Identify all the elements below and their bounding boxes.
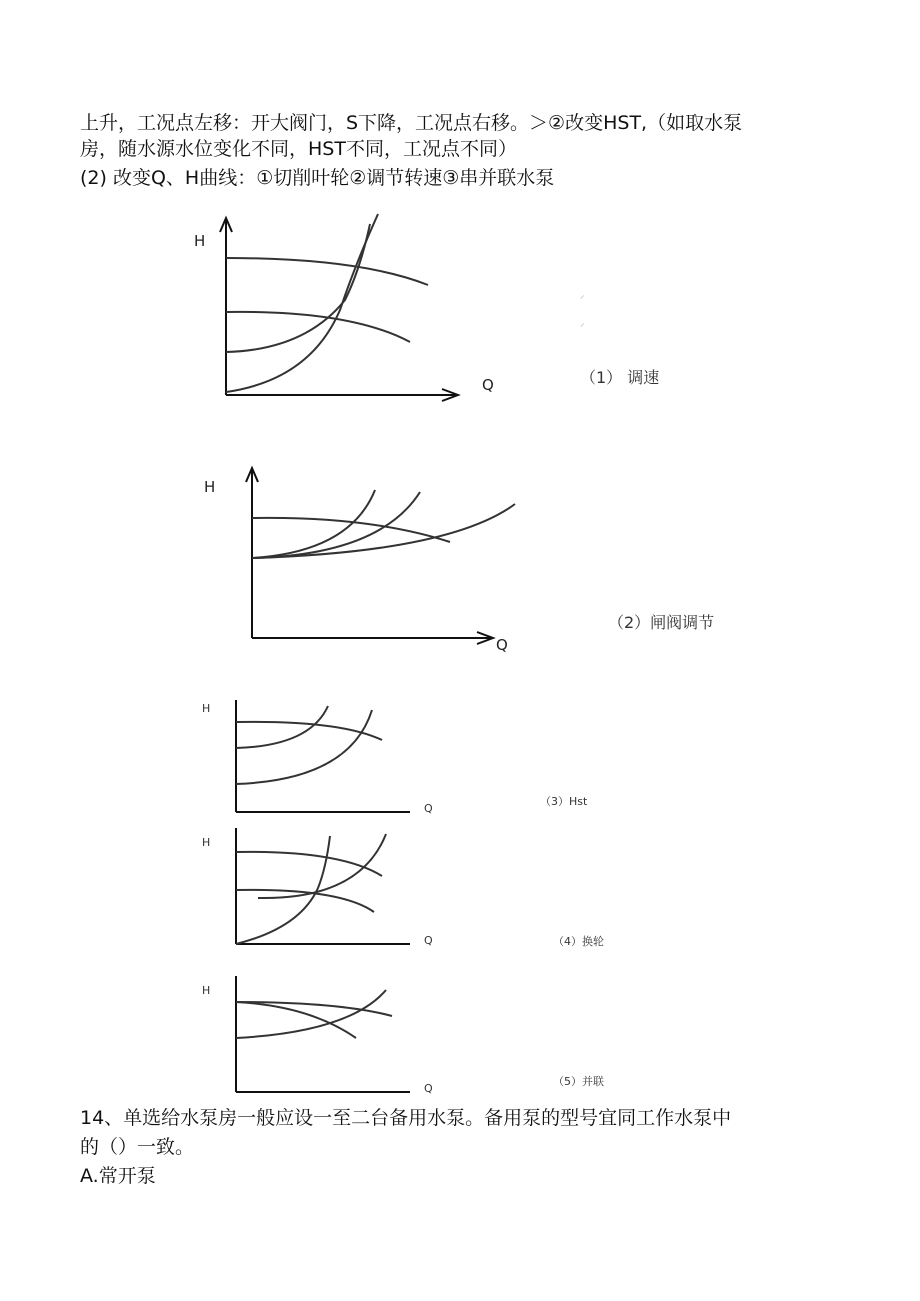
paragraph-line-1: 上升，工况点左移：开大阀门，S下降，工况点右移。＞②改变HST,（如取水泵 [80,112,743,134]
paragraph-line-3: (2) 改变Q、H曲线：①切削叶轮②调节转速③串并联水泵 [80,167,555,189]
figure-5-svg [200,976,425,1094]
figure-2-caption: （2）闸阀调节 [608,613,715,632]
figure-speed-regulation [180,210,494,405]
figure-2-svg [200,460,520,650]
figure-valve-regulation [200,460,520,654]
figure-1-caption: （1） 调速 [580,368,660,387]
figure-4-caption: （4）换轮 [553,935,604,948]
figure-4-svg [200,828,425,946]
figure-3-pump-curve [236,722,382,740]
figure-3-pipe-curve-high [236,706,328,748]
figure-4-y-label: H [202,836,211,849]
figure-1-y-label: H [194,232,206,250]
figure-2-pipe-curve-b [252,492,420,558]
figure-2-pump-curve [252,518,450,542]
figure-4-pump-curve-high [236,852,382,876]
figure-1-pump-curve-low [226,312,410,342]
paragraph-mark: ⸝ [580,291,585,301]
question-line-1: 14、单选给水泵房一般应设一至二台备用水泵。备用泵的型号宜同工作水泵中 [80,1107,732,1129]
figure-impeller-change [200,828,433,947]
figure-2-x-label: Q [496,636,508,654]
figure-3-svg [200,698,425,816]
figure-3-x-label: Q [424,802,433,815]
figure-3-y-label: H [202,702,211,715]
option-a: A.常开泵 [80,1165,156,1187]
paragraph-line-2: 房，随水源水位变化不同，HST不同，工况点不同） [80,138,517,160]
figure-5-pipe-curve [236,990,386,1038]
figure-4-x-label: Q [424,934,433,947]
figure-1-svg [180,210,480,405]
figure-5-y-label: H [202,984,211,997]
figure-1-x-label: Q [482,376,494,394]
figure-5-x-label: Q [424,1082,433,1095]
figure-1-pump-curve-high [226,258,428,285]
figure-2-pipe-curve-c [252,504,515,558]
question-line-2: 的（）一致。 [80,1136,195,1158]
figure-4-pipe-curve-b [258,834,386,898]
figure-2-y-label: H [204,478,216,496]
figure-5-caption: （5）并联 [553,1075,604,1088]
figure-static-head [200,698,433,816]
figure-parallel-pumps [200,976,433,1095]
paragraph-mark: ⸝ [580,319,585,329]
figure-3-caption: （3）Hst [540,795,588,808]
figure-1-pipe-curve-a [226,214,378,392]
figure-2-pipe-curve-a [252,490,375,558]
